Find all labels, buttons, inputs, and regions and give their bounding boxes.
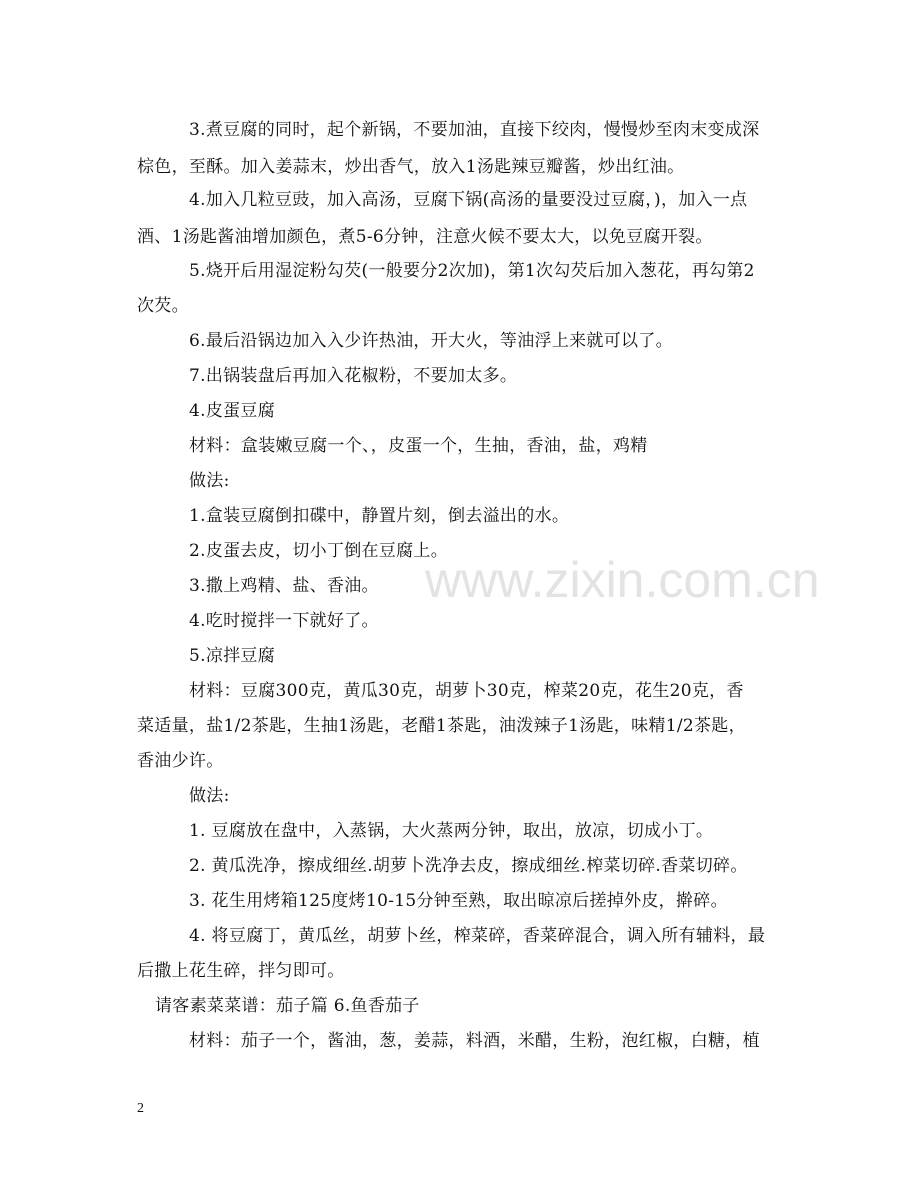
text-line: 4. 将豆腐丁，黄瓜丝，胡萝卜丝，榨菜碎，香菜碎混合，调入所有辅料，最 (189, 926, 766, 946)
text-line: 香油少许。 (137, 751, 224, 771)
text-line: 次芡。 (137, 296, 189, 316)
text-line: 5.烧开后用湿淀粉勾芡(一般要分2次加)，第1次勾芡后加入葱花，再勾第2 (189, 261, 755, 281)
text-line: 做法: (189, 471, 230, 491)
text-line: 2. 黄瓜洗净，擦成细丝.胡萝卜洗净去皮，擦成细丝.榨菜切碎.香菜切碎。 (189, 856, 748, 876)
text-line: 3.煮豆腐的同时，起个新锅，不要加油，直接下绞肉，慢慢炒至肉末变成深 (189, 120, 760, 140)
section-heading: 5.凉拌豆腐 (189, 646, 276, 666)
text-line: 材料：茄子一个，酱油，葱，姜蒜，料酒，米醋，生粉，泡红椒，白糖，植 (189, 1031, 760, 1051)
section-heading: 4.皮蛋豆腐 (189, 401, 276, 421)
text-line: 棕色，至酥。加入姜蒜末，炒出香气，放入1汤匙辣豆瓣酱，炒出红油。 (137, 157, 685, 177)
text-line: 2.皮蛋去皮，切小丁倒在豆腐上。 (189, 541, 449, 561)
text-line: 材料：豆腐300克，黄瓜30克，胡萝卜30克，榨菜20克，花生20克，香 (189, 681, 744, 701)
text-line: 3.撒上鸡精、盐、香油。 (189, 576, 379, 596)
page-number: 2 (137, 1101, 144, 1116)
text-line: 1. 豆腐放在盘中，入蒸锅，大火蒸两分钟，取出，放凉，切成小丁。 (189, 821, 714, 841)
text-line: 后撒上花生碎，拌匀即可。 (137, 961, 345, 981)
section-heading: 请客素菜菜谱：茄子篇 6.鱼香茄子 (155, 996, 420, 1016)
text-line: 做法: (189, 786, 230, 806)
text-line: 4.加入几粒豆豉，加入高汤，豆腐下锅(高汤的量要没过豆腐，)，加入一点 (189, 190, 748, 210)
text-line: 材料：盒装嫩豆腐一个、，皮蛋一个，生抽，香油，盐，鸡精 (189, 436, 648, 456)
text-line: 7.出锅装盘后再加入花椒粉，不要加太多。 (189, 366, 518, 386)
text-line: 酒、1汤匙酱油增加颜色，煮5-6分钟，注意火候不要太大，以免豆腐开裂。 (137, 227, 713, 247)
text-line: 3. 花生用烤箱125度烤10-15分钟至熟，取出晾凉后搓掉外皮，擀碎。 (189, 891, 728, 911)
text-line: 1.盒装豆腐倒扣碟中，静置片刻，倒去溢出的水。 (189, 506, 570, 526)
text-line: 6.最后沿锅边加入入少许热油，开大火，等油浮上来就可以了。 (189, 331, 673, 351)
text-line: 4.吃时搅拌一下就好了。 (189, 611, 379, 631)
text-line: 菜适量，盐1/2茶匙，生抽1汤匙，老醋1茶匙，油泼辣子1汤匙，味精1/2茶匙， (137, 716, 746, 736)
watermark: www.zixin.com.cn (425, 552, 820, 608)
